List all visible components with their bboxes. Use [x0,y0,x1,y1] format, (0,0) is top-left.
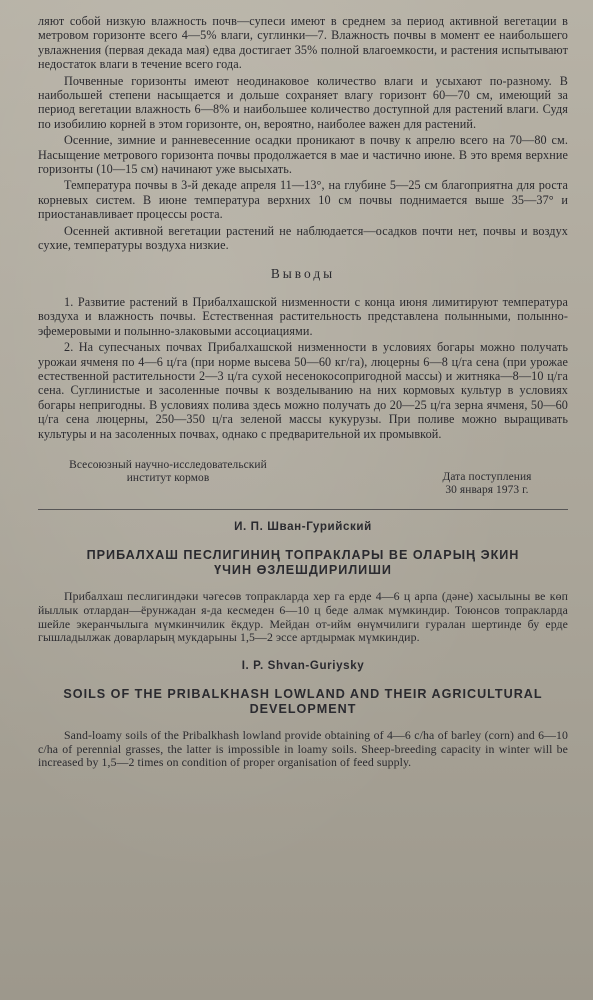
body-paragraph-4: Температура почвы в 3-й декаде апреля 11—13°, на глубине 5—25 см благоприятна для роста корневых систем. В июне температура верхних 10 см почвы поднимается выше 35—37° и приостанавливает процессы роста. [38,178,568,222]
received-date-label: Дата поступления [442,470,532,483]
body-paragraph-2: Почвенные горизонты имеют неодинаковое количество влаги и усыхают по-разному. В наибольшей степени насыщается и дольше сохраняет влагу горизонт 60—70 см, имеющий за период вегетации влажность 6—8% и наибольшее количество доступной для растений влаги. Судя по изобилию корней в этом горизонте, он, вероятно, наиболее важен для растений. [38,73,568,131]
summary-title-uz-line-1: ПРИБАЛХАШ ПЕСЛИГИНИҢ ТОПРАКЛАРЫ ВЕ ОЛАРЫҢ ЭКИН [86,548,520,563]
affiliation-block [38,459,568,507]
summary-text-uz: Прибалхаш песлигиндәки чәгесөв топракларда хер га ерде 4—6 ц арпа (дәне) хасылыны ве көп йыллык отлардан—ёрунжадан я-да кесмеден 6—10 ц беде алмак мүмкиндир. Тоюнсов топракларда шейле экеранчылыга мүмкинчилик ёкдур. Мейдан от-ийм өнүмчилиги гуралан шертинде бу ерде гышладылжак доварларың мукдарыны 1,5—2 эссе артдырмак мүмкиндир. [38,589,568,645]
received-date-value: 30 января 1973 г. [445,483,529,496]
summary-text-en: Sand-loamy soils of the Pribalkhash lowland provide obtaining of 4—6 c/ha of barley (corn) and 6—10 c/ha of perennial grasses, the latter is impossible in loamy soils. Sheep-breeding capacity in winter will be increased by 1,5—2 times on condition of proper organisation of feed supply. [38,728,568,770]
summary-title-en-line-1: SOILS OF THE PRIBALKHASH LOWLAND AND THEIR AGRICULTURAL [63,687,543,702]
body-paragraph-3: Осенние, зимние и ранневесенние осадки проникают в почву к апрелю всего на 70—80 см. Насыщение метрового горизонта почвы продолжается в мае и частично июне. В это время верхние горизонты (10—15 см) начинают уже высыхать. [38,133,568,177]
summary-title-en [38,687,568,717]
conclusion-2: 2. На супесчаных почвах Прибалхашской низменности в условиях богары можно получать урожаи ячменя по 4—6 ц/га (при норме высева 50—60 кг/га), люцерны 6—8 ц/га сена (при урожае естественной растительности 2—3 ц/га сухой несенокосопригодной массы) и житняка—8—10 ц/га сена. Суглинистые и засоленные почвы к возделыванию на них кормовых культур в условиях богары непригодны. В условиях полива здесь можно получать до 20—25 ц/га зерна ячменя, 50—60 ц/га сена люцерны, 250—350 ц/га зеленой массы кукурузы. При поливе можно выращивать культуры и на засоленных почвах, однако с предварительной их промывкой. [38,340,568,441]
summary-title-uz [38,548,568,578]
divider [38,509,568,510]
received-date [412,471,562,497]
body-paragraph-5: Осенней активной вегетации растений не наблюдается—осадков почти нет, почвы и воздух сухие, температуры воздуха низкие. [38,223,568,253]
institution-line-2: институт кормов [126,471,210,484]
conclusions-heading: Выводы [270,265,336,281]
body-paragraph-1: ляют собой низкую влажность почв—супеси имеют в среднем за период активной вегетации в метровом горизонте всего 4—5% влаги, суглинки—7. Влажность почвы в момент ее наибольшего увлажнения (первая декада мая) едва достигает 35% полной влагоемкости, и растения испытывают недостаток влаги в течение всего года. [38,14,568,72]
institution [38,459,298,485]
summary-author-uz: И. П. Шван-Гурийский [234,519,372,533]
summary-author-en: I. P. Shvan-Guriysky [241,658,365,672]
conclusion-1: 1. Развитие растений в Прибалхашской низменности с конца июня лимитируют температура воздуха и влажность почвы. Естественная растительность представлена полынными, полынно-эфемеровыми и полынно-злаковыми ассоциациями. [38,294,568,338]
summary-title-uz-line-2: ҮЧИН ӨЗЛЕШДИРИЛИШИ [214,563,392,578]
text-column [38,14,568,770]
institution-line-1: Всесоюзный научно-исследовательский [69,458,267,471]
summary-title-en-line-2: DEVELOPMENT [249,702,357,717]
